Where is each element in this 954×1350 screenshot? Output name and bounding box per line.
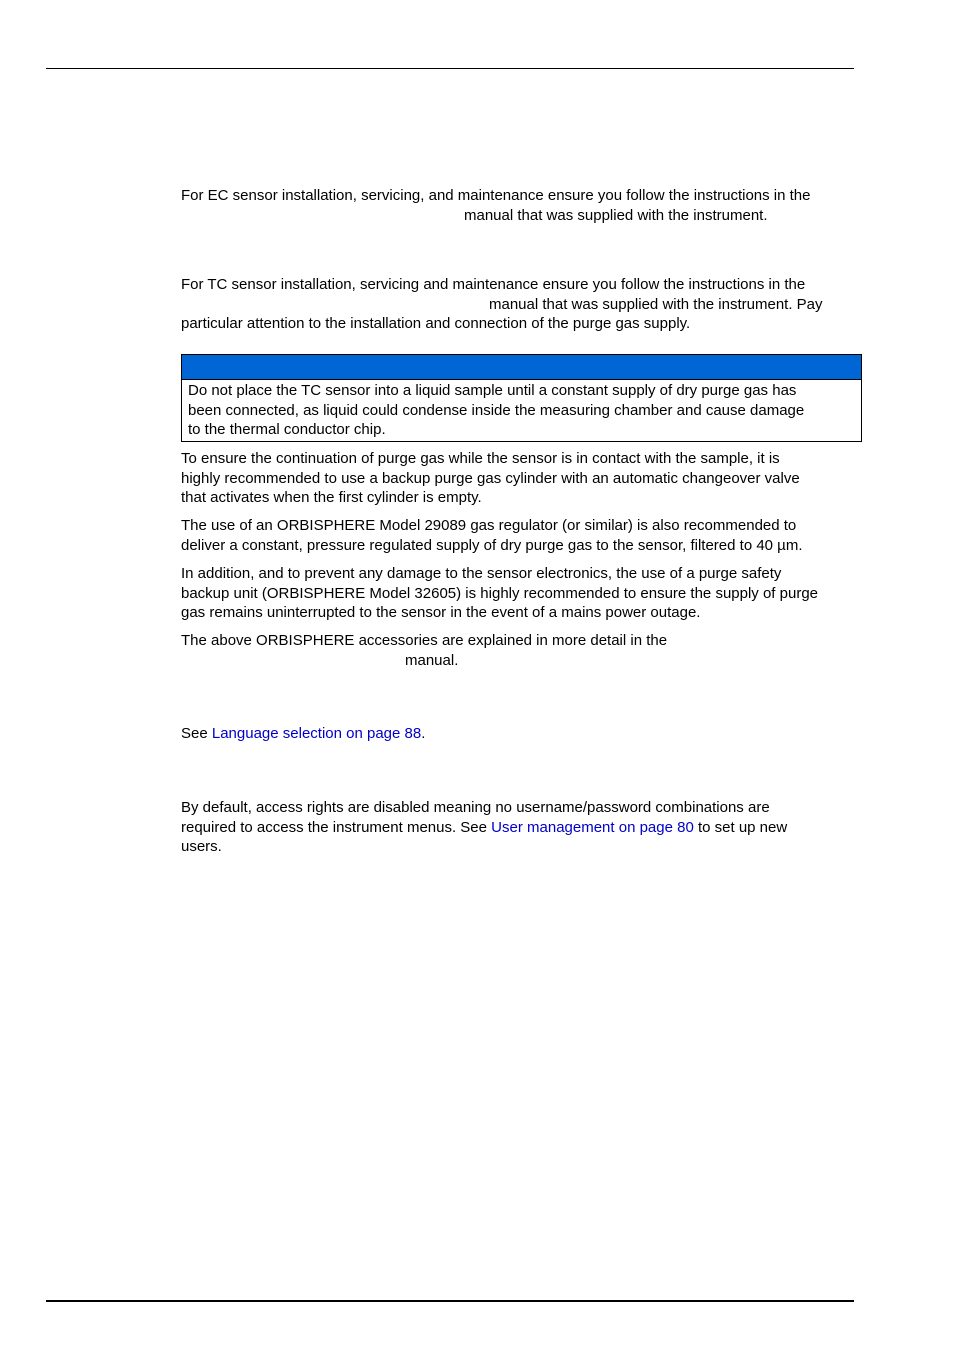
language-suffix: . bbox=[421, 725, 426, 742]
safety-line-3: gas remains uninterrupted to the sensor in the event of a mains power outage. bbox=[181, 604, 701, 621]
tc-line-1: For TC sensor installation, servicing and maintenance ensure you follow the instructions in the bbox=[181, 276, 806, 293]
ec-line-1: For EC sensor installation, servicing, and maintenance ensure you follow the instructions in the bbox=[181, 187, 811, 204]
purge-line-3: that activates when the first cylinder is empty. bbox=[181, 489, 482, 506]
footer-rule bbox=[46, 1300, 854, 1302]
language-paragraph bbox=[181, 724, 865, 744]
accessories-line-2: manual. bbox=[405, 651, 459, 669]
notice-line-2: been connected, as liquid could condense inside the measuring chamber and cause damage bbox=[188, 401, 805, 419]
notice-header-bar bbox=[182, 355, 861, 380]
regulator-line-2: deliver a constant, pressure regulated supply of dry purge gas to the sensor, filtered to 40 µm. bbox=[181, 536, 803, 554]
accessories-paragraph bbox=[181, 631, 865, 670]
language-prefix: See bbox=[181, 725, 212, 742]
regulator-line-1: The use of an ORBISPHERE Model 29089 gas regulator (or similar) is also recommended to bbox=[181, 517, 797, 534]
notice-box bbox=[181, 354, 862, 442]
access-line-2 bbox=[181, 818, 865, 838]
language-selection-link[interactable]: Language selection on page 88 bbox=[211, 725, 422, 742]
access-line-2-prefix: required to access the instrument menus. See bbox=[181, 818, 492, 836]
purge-line-2: highly recommended to use a backup purge gas cylinder with an automatic changeover valve bbox=[181, 469, 800, 487]
ec-line-2: manual that was supplied with the instrument. bbox=[464, 206, 768, 224]
access-line-2-suffix: to set up new bbox=[693, 818, 788, 836]
notice-line-1: Do not place the TC sensor into a liquid sample until a constant supply of dry purge gas has bbox=[188, 382, 797, 399]
tc-line-3: particular attention to the installation and connection of the purge gas supply. bbox=[181, 315, 691, 332]
safety-line-1: In addition, and to prevent any damage to the sensor electronics, the use of a purge safety bbox=[181, 565, 782, 582]
purge-line-1: To ensure the continuation of purge gas while the sensor is in contact with the sample, it is bbox=[181, 450, 780, 467]
access-line-3: users. bbox=[181, 838, 222, 855]
access-rights-paragraph bbox=[181, 798, 865, 857]
purge-continuation-paragraph bbox=[181, 449, 865, 508]
access-line-1: By default, access rights are disabled meaning no username/password combinations are bbox=[181, 799, 770, 816]
regulator-paragraph bbox=[181, 516, 865, 555]
safety-unit-paragraph bbox=[181, 564, 865, 623]
tc-sensor-paragraph bbox=[181, 275, 865, 334]
safety-line-2: backup unit (ORBISPHERE Model 32605) is highly recommended to ensure the supply of purge bbox=[181, 584, 819, 602]
notice-body bbox=[182, 380, 861, 440]
language-line bbox=[181, 724, 865, 744]
notice-line-3: to the thermal conductor chip. bbox=[188, 421, 386, 438]
accessories-line-1: The above ORBISPHERE accessories are explained in more detail in the bbox=[181, 632, 668, 649]
header-rule bbox=[46, 68, 854, 69]
tc-line-2: manual that was supplied with the instrument. Pay bbox=[489, 295, 823, 313]
user-management-link[interactable]: User management on page 80 bbox=[491, 818, 694, 836]
ec-sensor-paragraph bbox=[181, 186, 865, 225]
